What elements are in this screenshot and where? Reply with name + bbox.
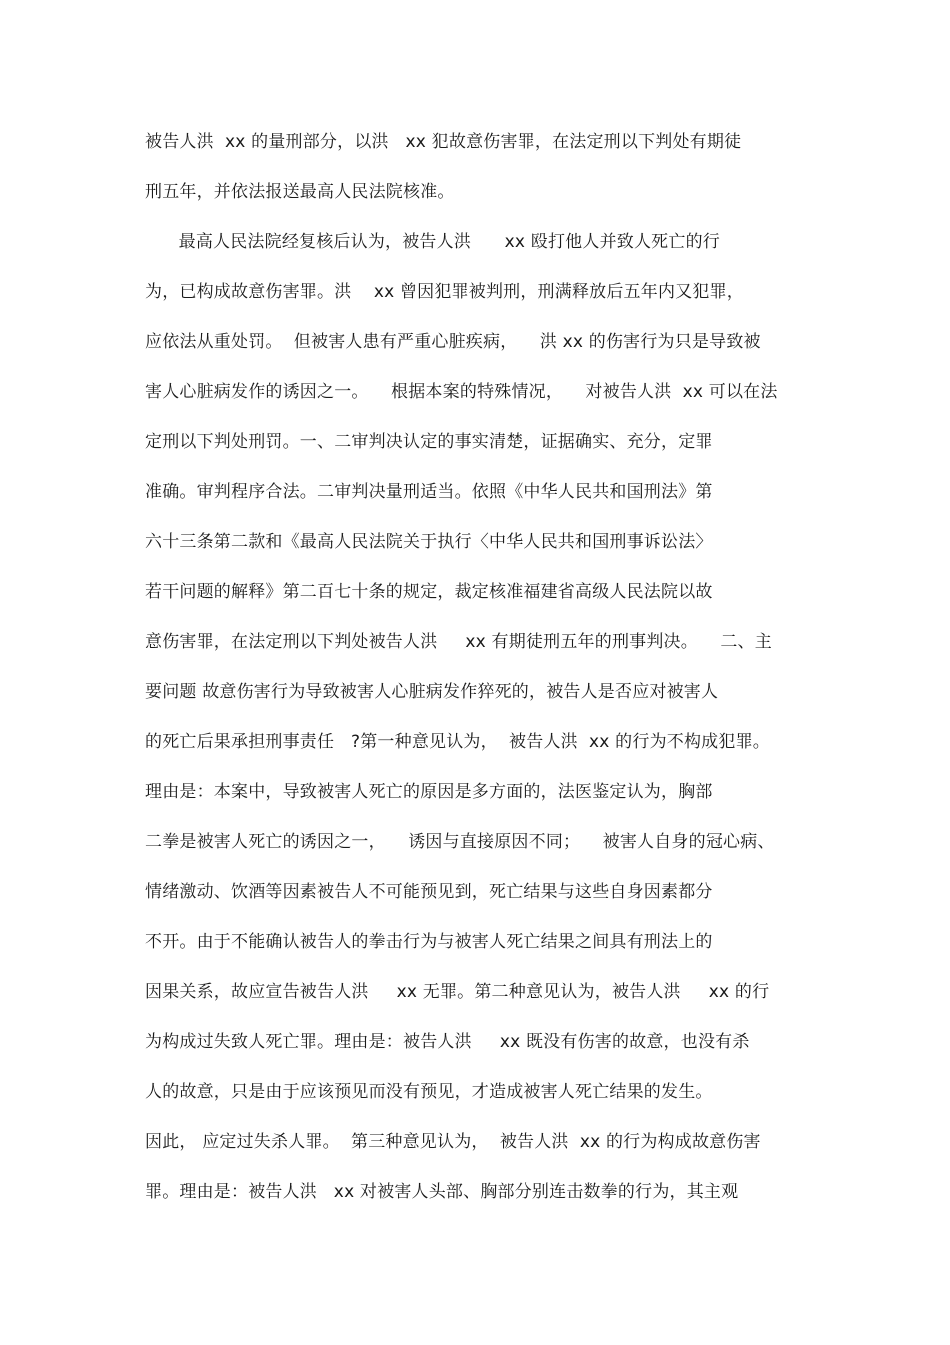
- text-line: 为构成过失致人死亡罪。理由是：被告人洪 xx 既没有伤害的故意，也没有杀: [145, 1032, 750, 1052]
- text-line: 罪。理由是：被告人洪 xx 对被害人头部、胸部分别连击数拳的行为，其主观: [145, 1182, 739, 1202]
- text-line: 理由是：本案中，导致被害人死亡的原因是多方面的，法医鉴定认为，胸部: [145, 782, 713, 802]
- text-line: 为，已构成故意伤害罪。洪 xx 曾因犯罪被判刑，刑满释放后五年内又犯罪，: [145, 282, 744, 302]
- text-line: 被告人洪 xx 的量刑部分，以洪 xx 犯故意伤害罪，在法定刑以下判处有期徒: [145, 132, 742, 152]
- text-line: 因果关系，故应宣告被告人洪 xx 无罪。第二种意见认为，被告人洪 xx 的行: [145, 982, 770, 1002]
- text-line: 刑五年，并依法报送最高人民法院核准。: [145, 182, 455, 202]
- text-line: 二拳是被害人死亡的诱因之一， 诱因与直接原因不同； 被害人自身的冠心病、: [145, 832, 775, 852]
- text-line: 定刑以下判处刑罚。一、二审判决认定的事实清楚，证据确实、充分，定罪: [145, 432, 713, 452]
- text-line: 害人心脏病发作的诱因之一。 根据本案的特殊情况， 对被告人洪 xx 可以在法: [145, 382, 778, 402]
- text-line: 应依法从重处罚。 但被害人患有严重心脏疾病， 洪 xx 的伤害行为只是导致被: [145, 332, 761, 352]
- text-line: 情绪激动、饮酒等因素被告人不可能预见到，死亡结果与这些自身因素都分: [145, 882, 713, 902]
- text-line: 人的故意，只是由于应该预见而没有预见，才造成被害人死亡结果的发生。: [145, 1082, 713, 1102]
- text-line: 意伤害罪，在法定刑以下判处被告人洪 xx 有期徒刑五年的刑事判决。 二、主: [145, 632, 772, 652]
- text-line: 的死亡后果承担刑事责任 ?第一种意见认为， 被告人洪 xx 的行为不构成犯罪。: [145, 732, 770, 752]
- text-line: 因此， 应定过失杀人罪。 第三种意见认为， 被告人洪 xx 的行为构成故意伤害: [145, 1132, 761, 1152]
- text-line: 最高人民法院经复核后认为，被告人洪 xx 殴打他人并致人死亡的行: [145, 232, 720, 252]
- text-line: 若干问题的解释》第二百七十条的规定，裁定核准福建省高级人民法院以故: [145, 582, 713, 602]
- text-line: 要问题 故意伤害行为导致被害人心脏病发作猝死的，被告人是否应对被害人: [145, 682, 719, 702]
- text-line: 六十三条第二款和《最高人民法院关于执行〈中华人民共和国刑事诉讼法〉: [145, 532, 713, 552]
- text-line: 不开。由于不能确认被告人的拳击行为与被害人死亡结果之间具有刑法上的: [145, 932, 713, 952]
- text-line: 准确。审判程序合法。二审判决量刑适当。依照《中华人民共和国刑法》第: [145, 482, 713, 502]
